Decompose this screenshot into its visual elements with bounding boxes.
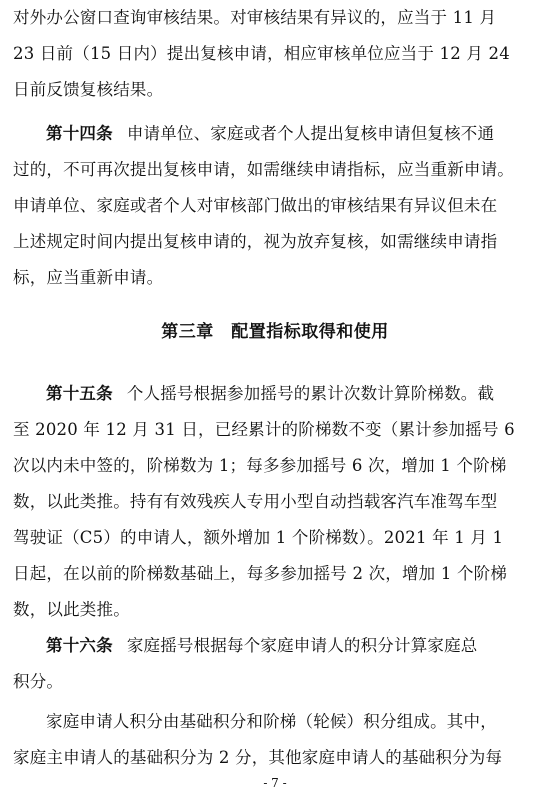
text-line: 过的，不可再次提出复核申请，如需继续申请指标，应当重新申请。 [13, 160, 514, 179]
chapter-heading: 第三章 配置指标取得和使用 [161, 322, 389, 342]
article-14-text: 申请单位、家庭或者个人提出复核申请但复核不通 [126, 124, 495, 143]
text-line: 积分。 [13, 672, 64, 691]
text-line: 次以内未中签的，阶梯数为 1；每多参加摇号 6 次，增加 1 个阶梯 [13, 456, 507, 475]
text-line: 数，以此类推。持有有效残疾人专用小型自动挡载客汽车准驾车型 [13, 492, 498, 511]
text-line: 驾驶证（C5）的申请人，额外增加 1 个阶梯数）。2021 年 1 月 1 [13, 528, 504, 547]
text-line: 数，以此类推。 [13, 600, 130, 619]
text-line: 日起，在以前的阶梯数基础上，每多参加摇号 2 次，增加 1 个阶梯 [13, 564, 508, 583]
text-line: 23 日前（15 日内）提出复核申请，相应审核单位应当于 12 月 24 [13, 44, 510, 63]
page-number: - 7 - [263, 776, 287, 790]
article-15-text: 个人摇号根据参加摇号的累计次数计算阶梯数。截 [126, 384, 495, 403]
article-16-label: 第十六条 [46, 636, 113, 655]
article-16-text: 家庭摇号根据每个家庭申请人的积分计算家庭总 [126, 636, 478, 655]
article-14-label: 第十四条 [46, 124, 113, 143]
text-line: 对外办公窗口查询审核结果。对审核结果有异议的，应当于 11 月 [13, 8, 497, 27]
article-15-label: 第十五条 [46, 384, 113, 403]
article-15-first-line [46, 384, 537, 404]
text-line: 申请单位、家庭或者个人对审核部门做出的审核结果有异议但未在 [13, 196, 498, 215]
text-line: 至 2020 年 12 月 31 日，已经累计的阶梯数不变（累计参加摇号 6 [13, 420, 515, 439]
text-line: 日前反馈复核结果。 [13, 80, 164, 99]
text-line: 家庭主申请人的基础积分为 2 分，其他家庭申请人的基础积分为每 [13, 748, 503, 767]
article-16-first-line [46, 636, 537, 656]
article-14-first-line [46, 124, 537, 144]
text-line: 上述规定时间内提出复核申请的，视为放弃复核，如需继续申请指 [13, 232, 498, 251]
family-paragraph-first-line: 家庭申请人积分由基础积分和阶梯（轮候）积分组成。其中， [46, 712, 497, 731]
text-line: 标，应当重新申请。 [13, 268, 164, 287]
